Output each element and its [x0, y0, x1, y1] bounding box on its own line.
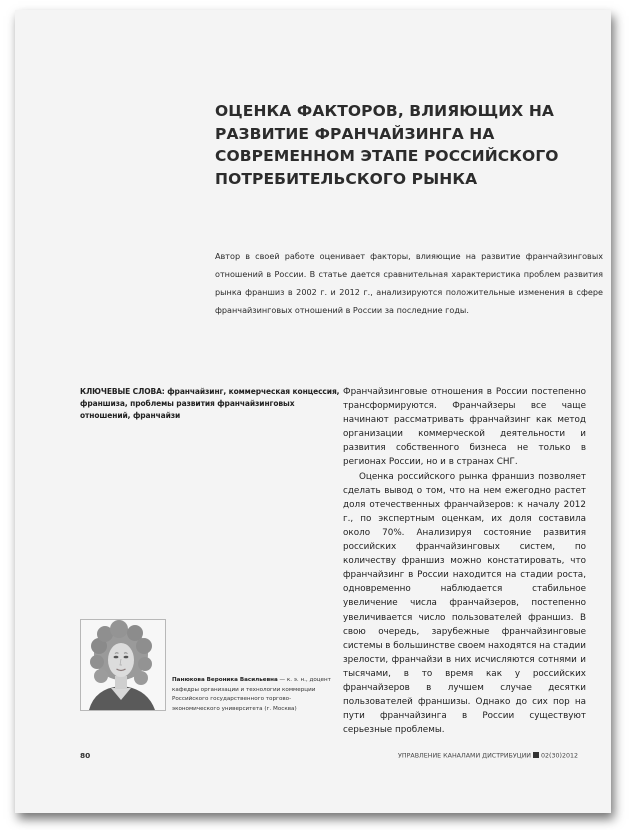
- author-photo: [80, 619, 166, 711]
- body-paragraph: Франчайзинговые отношения в России постепенно трансформируются. Франчайзеры все чаще начинают рассматривать франчайзинг как метод организации коммерческой деятельности и развития собственного бизнеса не только в регионах России, но и в странах СНГ.: [343, 387, 586, 468]
- keywords: КЛЮЧЕВЫЕ СЛОВА: франчайзинг, коммерческая концессия, франшиза, проблемы развития франчайзинговых отношений, франчайзи: [80, 387, 340, 420]
- body-paragraph: Оценка российского рынка франшиз позволяет сделать вывод о том, что на нем ежегодно растет доля отечественных франчайзеров: к началу 2012 г., по экспертным оценкам, их доля составила около 70%. Анализируя состояние развития российских франчайзинговых систем, по количеству франшиз можно констатировать, что франчайзинг в России находится на стадии роста, одновременно наблюдается стабильное увеличение числа франчайзеров, постепенно увеличивается число пользователей франшиз. В свою очередь, зарубежные франчайзинговые системы в большинстве своем находятся на стадии зрелости, франчайзи в них исчисляются сотнями и тысячами, в то время как у российских франчайзеров в лучшем случае десятки пользователей франшизы. Однако до сих пор на пути франчайзинга в России существуют серьезные проблемы.: [343, 471, 586, 736]
- running-footer: [398, 752, 578, 760]
- article-abstract: Автор в своей работе оценивает факторы, влияющие на развитие франчайзинговых отношений в России. В статье дается сравнительная характеристика проблем развития рынка франшиз в 2002 г. и 2012 г., анализируются положительные изменения в сфере франчайзинговых отношений в России за последние годы.: [215, 251, 603, 315]
- article-title: ОЦЕНКА ФАКТОРОВ, ВЛИЯЮЩИХ НА РАЗВИТИЕ ФРАНЧАЙЗИНГА НА СОВРЕМЕННОМ ЭТАПЕ РОССИЙСКОГО ПОТРЕБИТЕЛЬСКОГО РЫНКА: [215, 102, 559, 188]
- page-number: 80: [80, 751, 91, 760]
- journal-name: УПРАВЛЕНИЕ КАНАЛАМИ ДИСТРИБУЦИИ: [398, 752, 532, 760]
- author-bio: — к. э. н., доцент кафедры организации и технологии коммерции Российского государственного торгово-экономического университета (г. Москва): [172, 677, 331, 712]
- issue-number: 02(30)2012: [541, 752, 578, 760]
- magazine-page: [15, 10, 611, 813]
- author-name: Панюкова Вероника Васильевна: [172, 677, 278, 683]
- square-bullet-icon: [533, 752, 539, 758]
- author-info: [172, 676, 334, 714]
- article-body: [343, 385, 586, 737]
- author-portrait-image: [81, 620, 165, 710]
